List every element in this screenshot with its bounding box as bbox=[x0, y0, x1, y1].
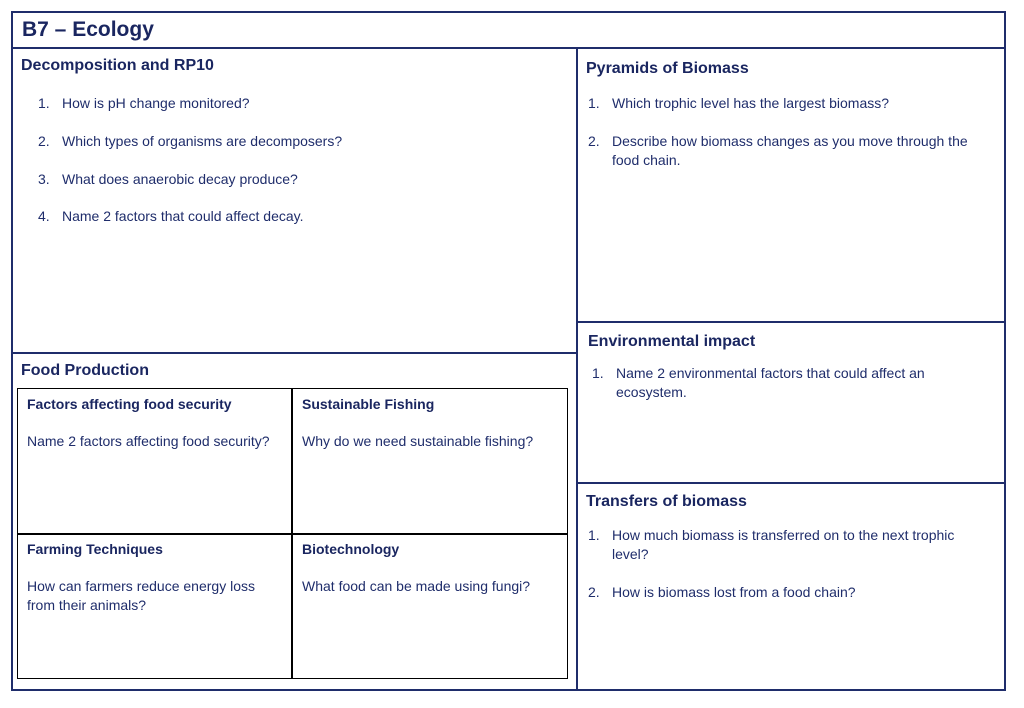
question-number: 3. bbox=[38, 171, 50, 187]
cell-text-farming-techniques: How can farmers reduce energy loss from their animals? bbox=[27, 578, 255, 613]
pyramids-question-2 bbox=[588, 132, 988, 170]
question-text: How is biomass lost from a food chain? bbox=[612, 584, 856, 600]
question-text: How is pH change monitored? bbox=[62, 95, 250, 111]
title-bar bbox=[11, 11, 1006, 49]
question-text: How much biomass is transferred on to the next trophic level? bbox=[612, 527, 955, 562]
cell-title-biotechnology: Biotechnology bbox=[302, 541, 400, 557]
transfers-title: Transfers of biomass bbox=[586, 493, 747, 510]
question-number: 4. bbox=[38, 208, 50, 224]
transfers-question-2 bbox=[588, 583, 988, 602]
question-number: 1. bbox=[592, 365, 604, 381]
cell-text-biotechnology: What food can be made using fungi? bbox=[302, 578, 531, 594]
cell-title-sustainable-fishing: Sustainable Fishing bbox=[302, 396, 435, 412]
question-number: 2. bbox=[588, 584, 600, 600]
cell-title-food-security: Factors affecting food security bbox=[27, 396, 232, 412]
decomposition-question-4 bbox=[38, 207, 558, 226]
page-title: B7 – Ecology bbox=[22, 18, 154, 41]
environmental-question-1 bbox=[592, 364, 962, 402]
question-number: 1. bbox=[588, 527, 600, 543]
decomposition-question-1 bbox=[38, 94, 558, 113]
question-text: Which types of organisms are decomposers? bbox=[62, 133, 343, 149]
question-number: 2. bbox=[38, 133, 50, 149]
food-production-title: Food Production bbox=[21, 362, 149, 379]
question-text: What does anaerobic decay produce? bbox=[62, 171, 298, 187]
question-text: Name 2 factors that could affect decay. bbox=[62, 208, 304, 224]
decomposition-question-3 bbox=[38, 170, 558, 189]
cell-title-farming-techniques: Farming Techniques bbox=[27, 541, 163, 557]
question-text: Name 2 environmental factors that could affect an ecosystem. bbox=[616, 365, 925, 400]
transfers-question-1 bbox=[588, 526, 988, 564]
question-number: 1. bbox=[38, 95, 50, 111]
question-text: Which trophic level has the largest biomass? bbox=[612, 95, 890, 111]
pyramids-title: Pyramids of Biomass bbox=[586, 60, 749, 77]
environmental-title: Environmental impact bbox=[588, 333, 756, 350]
question-number: 1. bbox=[588, 95, 600, 111]
pyramids-panel bbox=[576, 47, 1006, 323]
decomposition-question-2 bbox=[38, 132, 558, 151]
question-number: 2. bbox=[588, 133, 600, 149]
grid-divider-horizontal bbox=[17, 533, 568, 535]
question-text: Describe how biomass changes as you move through the food chain. bbox=[612, 133, 968, 168]
cell-text-food-security: Name 2 factors affecting food security? bbox=[27, 433, 270, 449]
decomposition-title: Decomposition and RP10 bbox=[21, 57, 214, 74]
pyramids-question-1 bbox=[588, 94, 988, 113]
cell-text-sustainable-fishing: Why do we need sustainable fishing? bbox=[302, 433, 534, 449]
